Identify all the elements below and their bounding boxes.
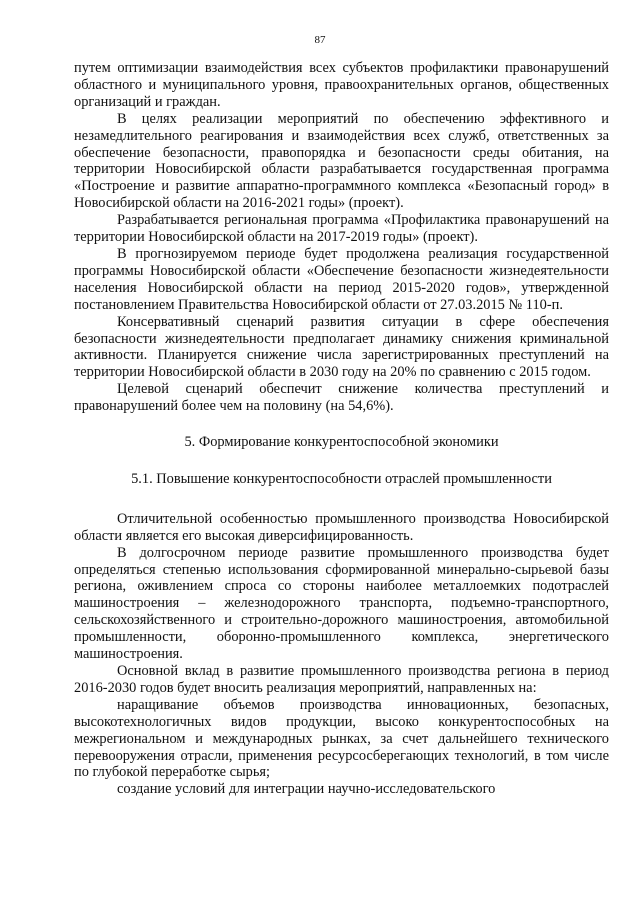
paragraph: Целевой сценарий обеспечит снижение количества преступлений и правонарушений более чем на половину (на 54,6%). [74, 381, 609, 415]
paragraph: Отличительной особенностью промышленного производства Новосибирской области является его высокая диверсифицированность. [74, 510, 609, 544]
subsection-heading: 5.1. Повышение конкурентоспособности отраслей промышленности [131, 470, 552, 487]
paragraph: В долгосрочном периоде развитие промышленного производства будет определяться степенью использования сформированной минерально-сырьевой базы региона, оживлением спроса со стороны наиболее металлоемких подотраслей машиностроения – железнодорожного транспорта, подъемно-транспортного, сельскохозяйственного и строительно-дорожного машиностроения, автомобильной промышленности, оборонно-промышленного комплекса, энергетического машиностроения. [74, 544, 609, 663]
page-number: 87 [314, 34, 326, 46]
section-heading: 5. Формирование конкурентоспособной экономики [184, 434, 499, 451]
paragraph: Основной вклад в развитие промышленного производства региона в период 2016-2030 годов будет вносить реализация мероприятий, направленных на: [74, 663, 609, 696]
paragraph: путем оптимизации взаимодействия всех субъектов профилактики правонарушений областного и муниципального уровня, правоохранительных органов, общественных организаций и граждан. [74, 60, 609, 110]
paragraph: Консервативный сценарий развития ситуации в сфере обеспечения безопасности жизнедеятельности предполагает динамику снижения криминальной активности. Планируется снижение числа зарегистрированных преступлений на территории Новосибирской области в 2030 году на 20% по сравнению с 2015 годом. [74, 313, 609, 381]
paragraph: В прогнозируемом периоде будет продолжена реализация государственной программы Новосибирской области «Обеспечение безопасности жизнедеятельности населения Новосибирской области на период 2015-2020 годов», утвержденной постановлением Правительства Новосибирской области от 27.03.2015 № 110-п. [74, 245, 609, 313]
document-body [74, 60, 609, 798]
paragraph: наращивание объемов производства инновационных, безопасных, высокотехнологичных видов продукции, высоко конкурентоспособных на межрегиональном и международных рынках, за счет дальнейшего технического перевооружения отрасли, применения ресурсосберегающих технологий, в том числе по глубокой переработке сырья; [74, 696, 609, 781]
paragraph: создание условий для интеграции научно-исследовательского [117, 781, 496, 798]
paragraph: Разрабатывается региональная программа «Профилактика правонарушений на территории Новосибирской области на 2017-2019 годы» (проект). [74, 212, 609, 246]
paragraph: В целях реализации мероприятий по обеспечению эффективного и незамедлительного реагирования и взаимодействия всех служб, ответственных за обеспечение безопасности, правопорядка и безопасности среды обитания, на территории Новосибирской области разрабатывается государственная программа «Построение и развитие аппаратно-программного комплекса «Безопасный город» в Новосибирской области на 2016-2021 годы» (проект). [74, 110, 609, 212]
